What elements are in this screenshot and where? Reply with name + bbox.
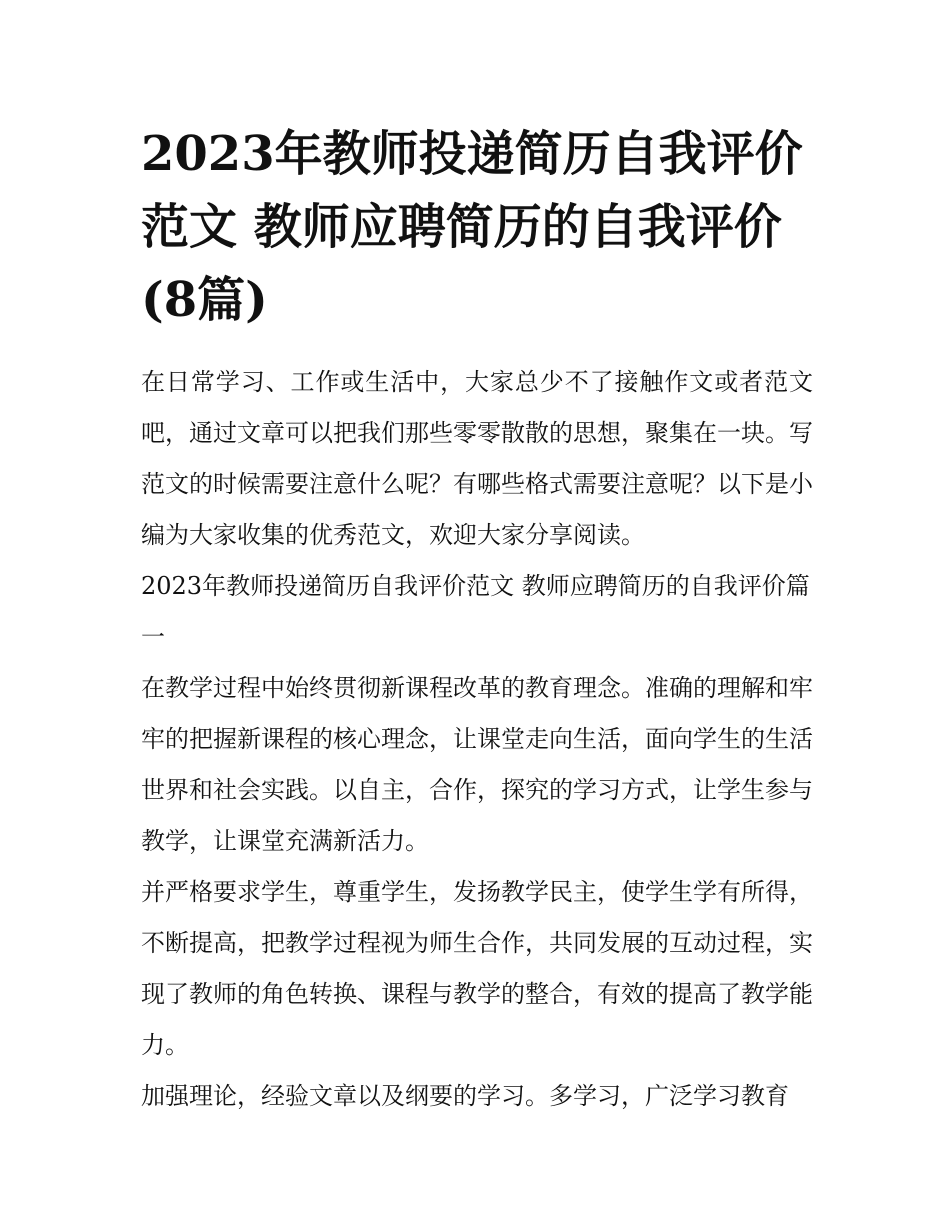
body-paragraph-3: 加强理论，经验文章以及纲要的学习。多学习，广泛学习教育 <box>141 1082 789 1110</box>
intro-paragraph: 在日常学习、工作或生活中，大家总少不了接触作文或者范文吧，通过文章可以把我们那些零零散散的思想，聚集在一块。写范文的时候需要注意什么呢？有哪些格式需要注意呢？以下是小编为大家收集的优秀范文，欢迎大家分享阅读。 <box>141 368 813 549</box>
document-page <box>141 118 813 1122</box>
body-paragraph-2: 并严格要求学生，尊重学生，发扬教学民主，使学生学有所得，不断提高，把教学过程视为师生合作，共同发展的互动过程，实现了教师的角色转换、课程与教学的整合，有效的提高了教学能力。 <box>141 878 813 1059</box>
body-paragraph-1: 在教学过程中始终贯彻新课程改革的教育理念。准确的理解和牢牢的把握新课程的核心理念，让课堂走向生活，面向学生的生活世界和社会实践。以自主，合作，探究的学习方式，让学生参与教学，让课堂充满新活力。 <box>141 674 813 855</box>
document-title: 2023年教师投递简历自我评价范文 教师应聘简历的自我评价(8篇) <box>141 126 803 328</box>
section-heading: 2023年教师投递简历自我评价范文 教师应聘简历的自我评价篇一 <box>141 572 810 651</box>
